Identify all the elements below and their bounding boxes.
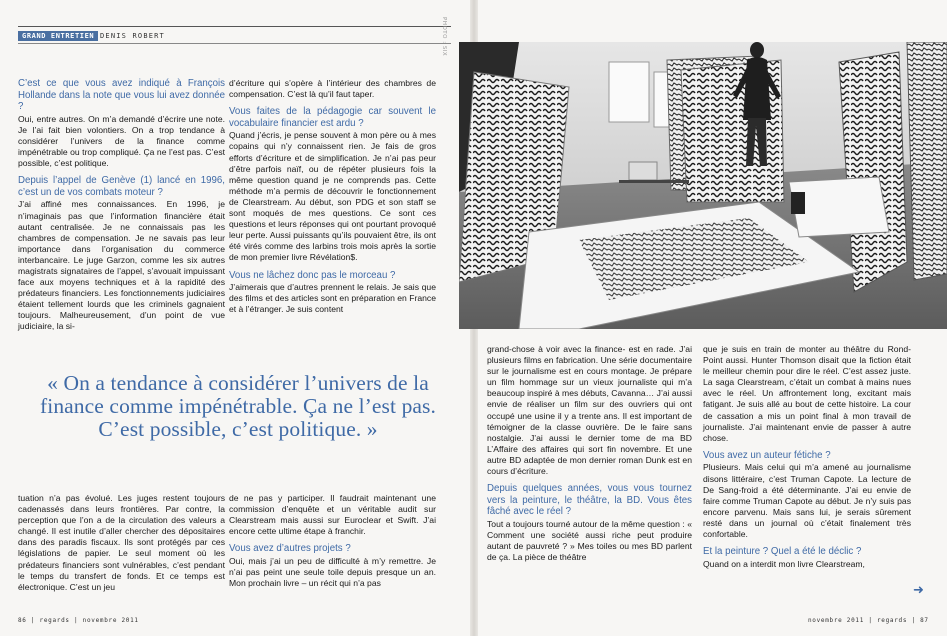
answer-paragraph: de ne pas y participer. Il faudrait maintenant une commission d’enquête et un véritable audit sur Clearstream mais aussi sur Euroclear et Swift. J’ai encore cette ultime étape à franchir. — [229, 493, 436, 537]
left-column-2-bottom — [229, 493, 436, 594]
interview-question: Et la peinture ? Quel a été le déclic ? — [703, 546, 862, 558]
interview-question: Vous avez d’autres projets ? — [229, 543, 351, 555]
interview-question: Vous faites de la pédagogie car souvent le vocabulaire financier est ardu ? — [229, 106, 436, 129]
answer-paragraph: d’écriture qui s’opère à l’intérieur des chambres de compensation. C’est là qu’il faut taper. — [229, 78, 436, 100]
answer-paragraph: grand-chose à voir avec la finance- est en rade. J’ai plusieurs films en fabrication. Une série documentaire sur le journalisme est en cours montage. Je prépare un film hommage sur un vieux journaliste qui m’a beaucoup inspiré à mes débuts, Cavanna… J’ai aussi envie de réaliser un film sur des ouvriers qui ont occupé une usine il y a trente ans. Il est important de témoigner de la classe ouvrière. De le faire sans nostalgie. J’ai aussi le dernier tome de ma BD L’Affaire des affaires qui sort fin novembre. Et une autre BD adaptée de mon dernier roman Dunk est en cours d’écriture. — [487, 344, 692, 477]
answer-paragraph: que je suis en train de monter au théâtre du Rond-Point aussi. Hunter Thomson disait que la fiction était le meilleur chemin pour dire le réel. C’est assez juste. La saga Clearstream, c’était un combat à mains nues avec le réel. Un affrontement long, excitant mais fatigant. Je suis allé au bout de cette histoire. La cour de cassation a mis un point final à mon travail de journaliste. J’ai maintenant envie de passer à autre chose. — [703, 344, 911, 443]
answer-paragraph: Tout a toujours tourné autour de la même question : « Comment une société aussi riche peut produire autant de pauvreté ? » Mes toiles ou mes BD parlent de ça. La pièce de théâtre — [487, 518, 692, 563]
interview-question: Depuis l’appel de Genève (1) lancé en 1996, c’est un de vos combats moteur ? — [18, 175, 225, 198]
pull-quote: « On a tendance à considérer l’univers de la finance comme impénétrable. Ça ne l’est pas. C’est possible, c’est politique. » — [39, 371, 437, 441]
answer-paragraph: J’aimerais que d’autres prennent le relais. Je sais que des films et des articles sont en préparation en France et à l’étranger. Je suis content — [229, 282, 436, 315]
studio-photo-illustration — [459, 42, 947, 329]
answer-paragraph: tuation n’a pas évolué. Les juges restent toujours cadenassés dans leurs frontières. Par contre, la perception que l’on a de la circulation des valeurs a changé. Il est inutile d’aller chercher des dépositaires dans des paradis fiscaux. Ils sont protégés par ces législations de papier. Le seul moment où les prédateurs financiers sont vulnérables, c’est pendant le temps du transfert de fonds. Et ce temps est électronique. C’est un jeu — [18, 493, 225, 592]
answer-paragraph: Oui, entre autres. On m’a demandé d’écrire une note. Je l’ai fait bien volontiers. On a trop tendance à considérer l’univers de la finance comme impénétrable ou trop compliqué. Ça ne l’est pas. C’est possible, c’est politique. — [18, 113, 225, 169]
interview-question: Vous avez un auteur fétiche ? — [703, 449, 831, 461]
answer-paragraph: Quand j’écris, je pense souvent à mon père ou à mes copains qui n’y connaissent rien. Je fais de gros efforts d’écriture et de simplification. Je n’ai pas peur d’être parfois naïf, ou de répéter plusieurs fois la même question quand je ne comprends pas. Cette méthode m’a permis de découvrir le fonctionnement de Clearstream. Au début, son PDG et son staff se sont moqués de mes questions. Ce sont ces questions et leurs réponses qui ont pourtant provoqué leur perte. Aussi puissants qu’ils pouvaient être, ils ont été virés comme des larbins trois mois après la sortie de mon premier livre Révélation$. — [229, 130, 436, 263]
right-column-1 — [487, 344, 692, 568]
answer-paragraph: Plusieurs. Mais celui qui m’a amené au journalisme disons littéraire, c’est Truman Capote. La lecture de De Sang-froid a été déterminante. J’ai eu envie de faire comme Truman Capote au début. Je n’y suis pas encore parvenu. Mais sans lui, je serais sûrement resté dans un journal où c’était finalement très confortable. — [703, 462, 911, 539]
studio-photo — [459, 42, 947, 329]
right-column-2 — [703, 344, 911, 575]
left-column-2-top — [229, 78, 436, 320]
interview-question: C’est ce que vous avez indiqué à François Hollande dans la note que vous lui avez donnée ? — [18, 78, 225, 113]
continue-arrow-icon: ➜ — [913, 583, 924, 598]
interview-question: Vous ne lâchez donc pas le morceau ? — [229, 269, 396, 281]
answer-paragraph: Oui, mais j’ai un peu de difficulté à m’y remettre. Je n’ai pas peint une seule toile depuis presque un an. Mon prochain livre – un récit qui n’a pas — [229, 555, 436, 589]
photo-credit: PHOTO : SIX — [441, 17, 447, 57]
header-rule — [18, 26, 451, 27]
rubric-label: GRAND ENTRETIEN — [18, 31, 98, 41]
answer-paragraph: J’ai affiné mes connaissances. En 1996, je n’imaginais pas que l’information financière était autant centralisée. Je ne connaissais pas les chambres de compensation. Je ne savais pas leur importance dans l’organisation du commerce interbancaire. Le juge Garzon, comme les six autres magistrats signataires de l’appel, s’avouait impuissant face aux moyens techniques et à la rapidité des prédateurs financiers. Les fonctionnements judiciaires étaient tellement lourds que les criminels gagnaient toujours. Malheureusement, d’un point de vue judiciaire, la si- — [18, 199, 225, 332]
footer-right: novembre 2011 | regards | 87 — [808, 617, 929, 624]
footer-left: 86 | regards | novembre 2011 — [18, 617, 139, 624]
left-column-1-bottom — [18, 493, 225, 598]
rubric-rule — [18, 43, 451, 44]
left-column-1-top — [18, 78, 225, 338]
author-name: DENIS ROBERT — [100, 32, 165, 40]
interview-question: Depuis quelques années, vous vous tournez vers la peinture, le théâtre, la BD. Vous êtes fâché avec le réel ? — [487, 483, 692, 518]
answer-paragraph: Quand on a interdit mon livre Clearstream, — [703, 558, 865, 569]
